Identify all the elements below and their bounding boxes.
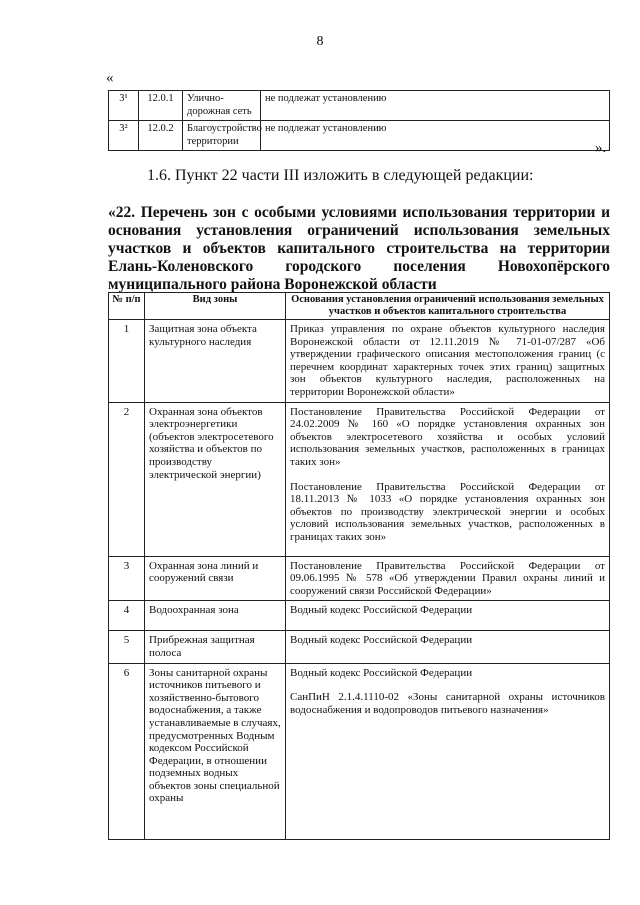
zones-table	[108, 292, 610, 840]
basis-text: Приказ управления по охране объектов культурного наследия Воронежской области от 12.11.2019 № 71-01-07/287 «Об утверждении графического описания местоположения границ (с перечнем координат характерных точек этих границ) защитных зон объектов культурного наследия, расположенных на территории Воронежской области»	[290, 323, 605, 398]
row-name: Благоустройство территории	[183, 121, 261, 151]
table-header-row	[109, 293, 610, 320]
row-code: 12.0.2	[139, 121, 183, 151]
table-row	[109, 320, 610, 403]
row-basis	[286, 631, 610, 663]
row-basis	[286, 663, 610, 839]
closing-quote: ».	[595, 140, 607, 156]
table-row	[109, 402, 610, 556]
paragraph-1-6: 1.6. Пункт 22 части III изложить в следующей редакции:	[147, 167, 534, 184]
row-value: не подлежат установлению	[261, 91, 610, 121]
basis-text: Водный кодекс Российской Федерации	[290, 604, 473, 617]
page-number: 8	[316, 34, 324, 49]
row-zone-type: Зоны санитарной охраны источников питьевого и хозяйственно-бытового водоснабжения, а также устанавливаемые в случаях, предусмотренных Водным кодексом Российской Федерации, в отношении подземных водных объектов зоны специальной охраны	[145, 663, 286, 839]
row-number: 2	[109, 402, 145, 556]
header-number: № п/п	[109, 293, 145, 320]
header-basis: Основания установления ограничений использования земельных участков и объектов капитального строительства	[286, 293, 610, 320]
row-value: не подлежат установлению	[261, 121, 610, 151]
basis-text: Постановление Правительства Российской Федерации от 18.11.2013 № 1033 «О порядке установления охранных зон объектов по производству электрической энергии и особых условий использования земельных участков, расположенных в границах таких зон»	[290, 480, 605, 543]
row-number: 1	[109, 320, 145, 403]
row-number: 4	[109, 601, 145, 631]
row-zone-type: Защитная зона объекта культурного наследия	[145, 320, 286, 403]
row-basis	[286, 601, 610, 631]
row-number: 3	[109, 556, 145, 601]
row-zone-type: Прибрежная защитная полоса	[145, 631, 286, 663]
opening-quote: «	[106, 70, 114, 86]
table-row	[109, 601, 610, 631]
table-row	[109, 631, 610, 663]
row-zone-type: Водоохранная зона	[145, 601, 286, 631]
row-basis	[286, 556, 610, 601]
table-row	[109, 663, 610, 839]
row-number: 6	[109, 663, 145, 839]
row-zone-type: Охранная зона объектов электроэнергетики (объектов электросетевого хозяйства и объектов по производству электрической энергии)	[145, 402, 286, 556]
table-row	[109, 121, 610, 151]
basis-text: Водный кодекс Российской Федерации	[290, 666, 473, 679]
previous-table	[108, 90, 610, 151]
basis-text: Постановление Правительства Российской Федерации от 09.06.1995 № 578 «Об утверждении Правил охраны линий и сооружений связи Российской Федерации»	[290, 559, 605, 597]
row-code: 12.0.1	[139, 91, 183, 121]
row-number: 5	[109, 631, 145, 663]
row-number: 3²	[109, 121, 139, 151]
basis-text: СанПиН 2.1.4.1110-02 «Зоны санитарной охраны источников водоснабжения и водопроводов питьевого назначения»	[290, 691, 605, 716]
row-zone-type: Охранная зона линий и сооружений связи	[145, 556, 286, 601]
table-row	[109, 556, 610, 601]
table-row	[109, 91, 610, 121]
basis-text: Водный кодекс Российской Федерации	[290, 634, 473, 647]
section-heading: «22. Перечень зон с особыми условиями использования территории и основания установления ограничений использования земельных участков и объектов капитального строительства на территории Елань-Коленовского городского поселения Новохопёрского муниципального района Воронежской области	[108, 204, 610, 293]
basis-text: Постановление Правительства Российской Федерации от 24.02.2009 № 160 «О порядке установления охранных зон объектов электросетевого хозяйства и особых условий использования земельных участков, расположенных в границах таких зон»	[290, 405, 605, 468]
row-basis	[286, 402, 610, 556]
header-zone-type: Вид зоны	[145, 293, 286, 320]
row-name: Улично-дорожная сеть	[183, 91, 261, 121]
row-basis	[286, 320, 610, 403]
row-number: 3¹	[109, 91, 139, 121]
